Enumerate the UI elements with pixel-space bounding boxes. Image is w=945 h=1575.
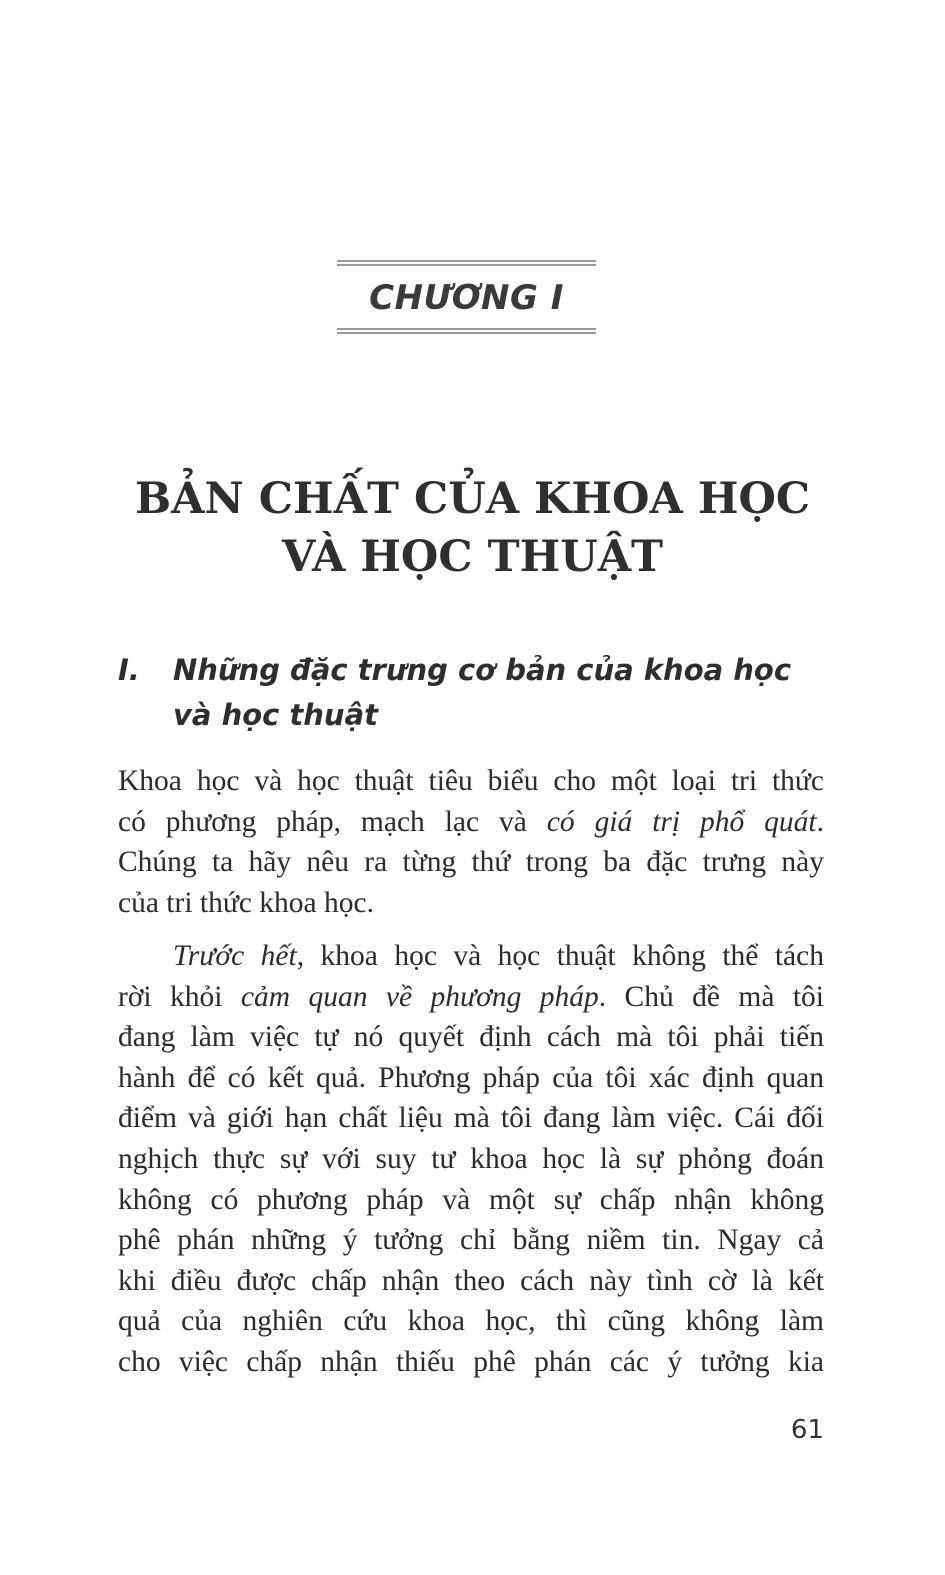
emphasis-text: cảm quan về phương pháp [240, 980, 599, 1013]
text-run: có phương pháp, mạch lạc và [118, 805, 547, 838]
text-run: rời khỏi [118, 980, 241, 1013]
section-title-line: và học thuật [173, 698, 379, 732]
text-line: điểm và giới hạn chất liệu mà tôi đang làm việc. Cái đối [118, 1102, 824, 1135]
section-number: I. [118, 653, 140, 687]
text-line [118, 802, 824, 843]
text-line: phê phán những ý tưởng chỉ bằng niềm tin. Ngay cả [118, 1224, 824, 1257]
paragraph-1 [118, 761, 824, 923]
text-line: khi điều được chấp nhận theo cách này tình cờ là kết [118, 1264, 824, 1297]
text-run: . [816, 805, 824, 838]
text-line [118, 977, 824, 1018]
text-line: nghịch thực sự với suy tư khoa học là sự phỏng đoán [118, 1142, 824, 1175]
chapter-title [100, 470, 845, 586]
text-line: Khoa học và học thuật tiêu biểu cho một loại tri thức [118, 765, 824, 797]
emphasis-text: có giá trị phổ quát [546, 805, 817, 838]
text-line: Chúng ta hãy nêu ra từng thứ trong ba đặc trưng này [118, 846, 824, 879]
chapter-label: CHƯƠNG I [369, 278, 564, 318]
chapter-header [337, 260, 596, 334]
text-line: hành để có kết quả. Phương pháp của tôi xác định quan [118, 1061, 824, 1094]
section-title-line: Những đặc trưng cơ bản của khoa học [173, 653, 792, 687]
page-number: 61 [790, 1415, 824, 1445]
text-line: của tri thức khoa học. [118, 886, 374, 919]
text-line: cho việc chấp nhận thiếu phê phán các ý tưởng kia [118, 1345, 824, 1378]
chapter-bottom-rule [337, 328, 596, 334]
paragraph-2 [118, 936, 824, 1383]
text-line: không có phương pháp và một sự chấp nhận không [118, 1183, 824, 1216]
text-line: quả của nghiên cứu khoa học, thì cũng không làm [118, 1305, 824, 1338]
chapter-title-line: VÀ HỌC THUẬT [281, 532, 664, 582]
chapter-top-rule [337, 260, 596, 266]
text-run: , khoa học và học thuật không thể tách [296, 940, 824, 972]
text-line [118, 936, 824, 977]
chapter-title-line: BẢN CHẤT CỦA KHOA HỌC [134, 474, 811, 524]
text-run: . Chủ đề mà tôi [598, 980, 824, 1013]
section-title [173, 648, 823, 738]
emphasis-text: Trước hết [173, 940, 297, 972]
text-line: đang làm việc tự nó quyết định cách mà tôi phải tiến [118, 1021, 824, 1054]
